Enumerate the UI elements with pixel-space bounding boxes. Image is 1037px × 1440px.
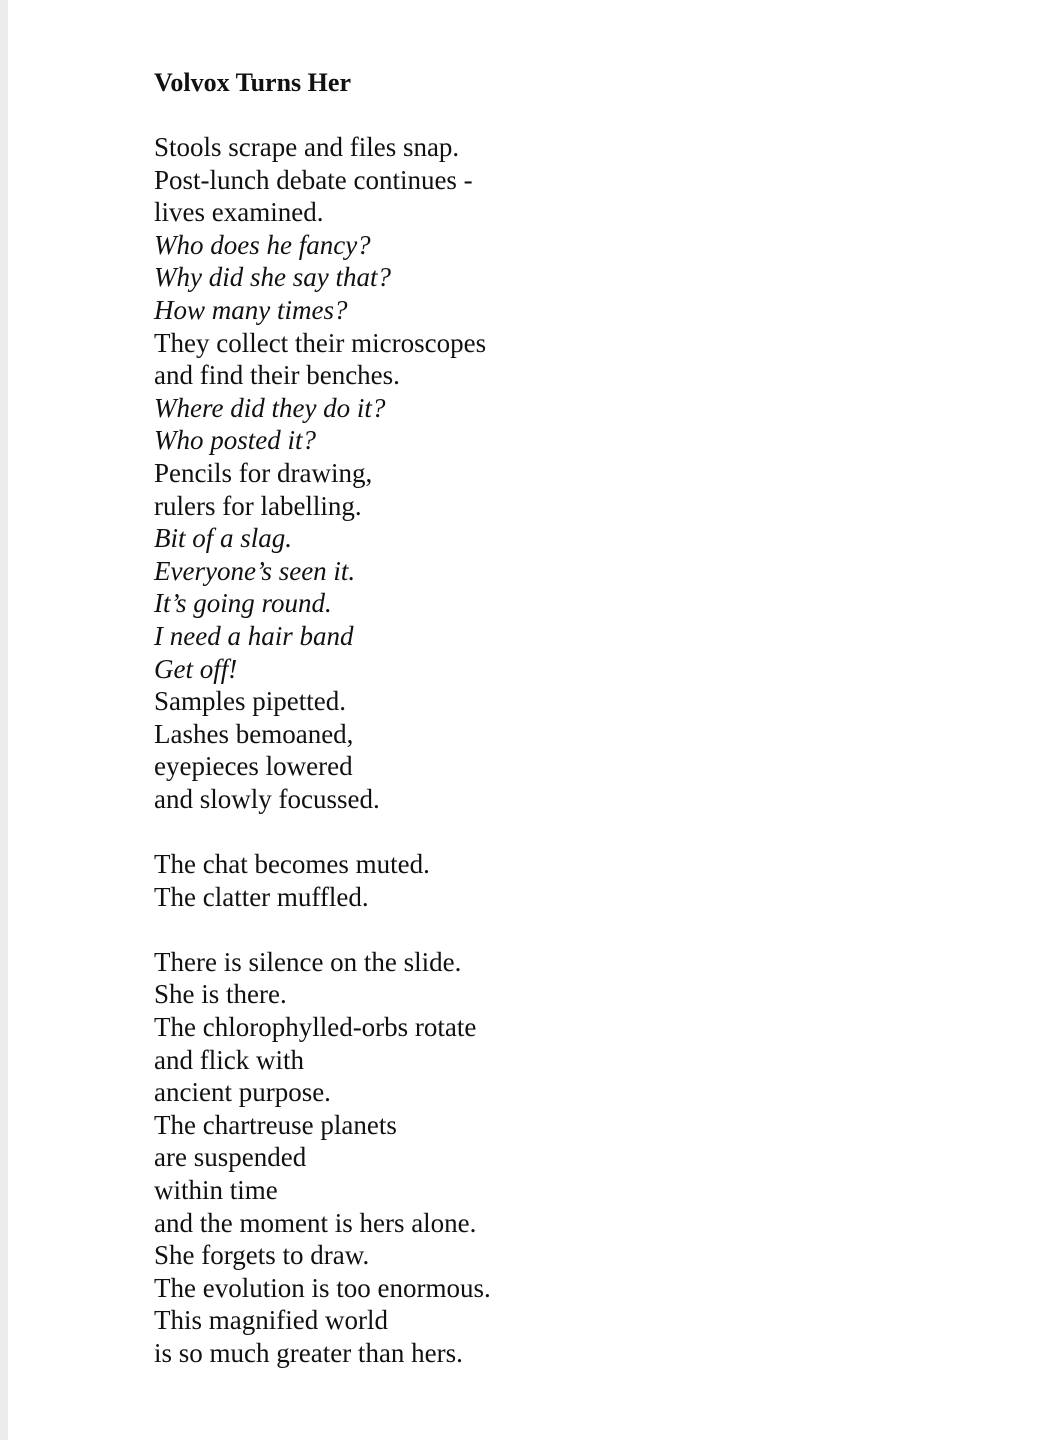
poem-line: rulers for labelling. [154,490,362,521]
poem-line: and the moment is hers alone. [154,1207,477,1238]
poem-line: Where did they do it? [154,392,386,423]
stanza-break [154,815,914,848]
poem-line: Everyone’s seen it. [154,555,356,586]
poem-line: eyepieces lowered [154,751,353,782]
poem-line: and flick with [154,1044,304,1075]
poem-line: Stools scrape and files snap. [154,132,460,162]
poem-line: The clatter muffled. [154,881,369,912]
document-page [8,0,1037,1440]
poem-line: Get off! [154,653,238,684]
poem-line: within time [154,1175,278,1205]
poem-line: and find their benches. [154,360,400,391]
stanza-1 [154,131,914,815]
stanza-2 [154,848,914,913]
poem-line: Why did she say that? [154,262,391,293]
poem-line: Lashes bemoaned, [154,718,354,749]
poem-line: There is silence on the slide. [154,946,462,977]
poem-line: The chlorophylled-orbs rotate [154,1012,477,1043]
poem-line: Bit of a slag. [154,523,293,554]
poem-body [154,131,914,1370]
poem-line: The evolution is too enormous. [154,1272,491,1303]
poem-line: She forgets to draw. [154,1240,370,1271]
poem-title: Volvox Turns Her [154,68,351,97]
poem-line: Post-lunch debate continues - [154,164,473,195]
poem-line: The chat becomes muted. [154,849,430,880]
poem-line: They collect their microscopes [154,327,487,358]
stanza-break [154,913,914,946]
stanza-3 [154,946,914,1370]
poem-line: Who does he fancy? [154,229,371,260]
poem [154,66,914,1370]
poem-line: How many times? [154,294,348,325]
poem-line: She is there. [154,979,287,1010]
poem-line: It’s going round. [154,588,332,619]
poem-line: This magnified world [154,1305,388,1336]
poem-line: is so much greater than hers. [154,1337,463,1368]
poem-line: ancient purpose. [154,1077,331,1108]
poem-line: The chartreuse planets [154,1109,397,1140]
title-spacer [154,100,914,131]
poem-line: I need a hair band [154,620,354,651]
poem-line: and slowly focussed. [154,783,380,814]
poem-line: lives examined. [154,197,324,228]
poem-line: are suspended [154,1142,307,1173]
poem-line: Who posted it? [154,425,316,456]
poem-line: Pencils for drawing, [154,457,373,488]
poem-line: Samples pipetted. [154,686,346,717]
